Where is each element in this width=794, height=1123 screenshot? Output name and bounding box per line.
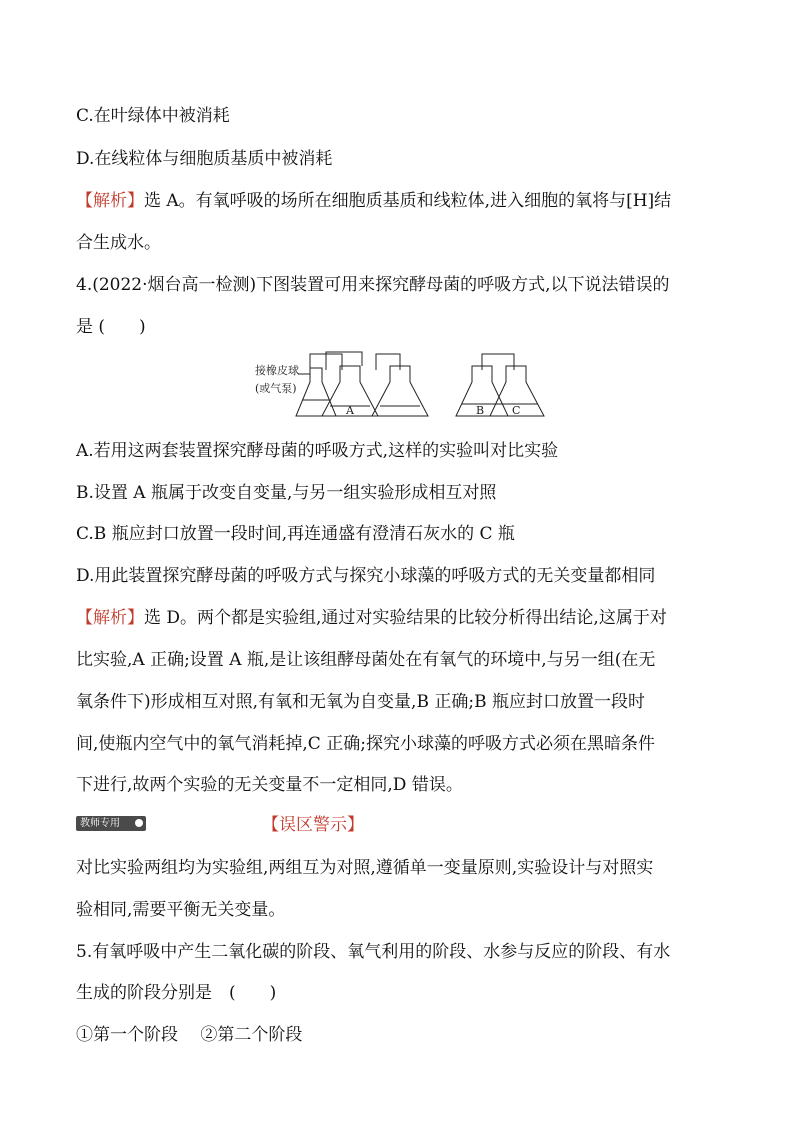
- analysis-text: 选 D。两个都是实验组,通过对实验结果的比较分析得出结论,这属于对: [144, 608, 667, 628]
- analysis-text: 选 A。有氧呼吸的场所在细胞质基质和线粒体,进入细胞的氧将与[H]结: [144, 191, 672, 211]
- warning-line1: 对比实验两组均为实验组,两组互为对照,遵循单一变量原则,实验设计与对照实: [76, 858, 654, 878]
- flask-a-label: A: [346, 404, 354, 417]
- analysis-1-cont: 合生成水。: [76, 233, 161, 253]
- analysis-2-line3: 氧条件下)形成相互对照,有氧和无氧为自变量,B 正确;B 瓶应封口放置一段时: [76, 692, 645, 712]
- option-b: B.设置 A 瓶属于改变自变量,与另一组实验形成相互对照: [76, 483, 497, 503]
- flask-b-label: B: [476, 404, 485, 417]
- option-a: A.若用这两套装置探究酵母菌的呼吸方式,这样的实验叫对比实验: [76, 441, 559, 461]
- apparatus-drawing: [250, 348, 550, 420]
- option-d-prev: D.在线粒体与细胞质基质中被消耗: [76, 149, 333, 169]
- figure-label-pump-alt: (或气泵): [255, 382, 297, 395]
- analysis-tag: 【解析】: [76, 608, 144, 628]
- option-d: D.用此装置探究酵母菌的呼吸方式与探究小球藻的呼吸方式的无关变量都相同: [76, 566, 656, 586]
- question-5-options: ①第一个阶段 ②第二个阶段: [76, 1025, 303, 1045]
- badge-dot-icon: [135, 819, 143, 827]
- apparatus-figure: [250, 348, 550, 420]
- teacher-only-badge: [76, 816, 146, 831]
- analysis-tag: 【解析】: [76, 191, 144, 211]
- misconception-warning-title: 【误区警示】: [262, 815, 364, 835]
- option-c-prev: C.在叶绿体中被消耗: [76, 106, 230, 126]
- question-4-cont: 是 ( ): [76, 317, 146, 337]
- analysis-2: [76, 608, 726, 628]
- badge-label: 教师专用: [80, 818, 120, 829]
- question-4: 4.(2022·烟台高一检测)下图装置可用来探究酵母菌的呼吸方式,以下说法错误的: [76, 275, 670, 295]
- warning-line2: 验相同,需要平衡无关变量。: [76, 900, 286, 920]
- analysis-2-line5: 下进行,故两个实验的无关变量不一定相同,D 错误。: [76, 775, 463, 795]
- analysis-2-line4: 间,使瓶内空气中的氧气消耗掉,C 正确;探究小球藻的呼吸方式必须在黑暗条件: [76, 734, 655, 754]
- question-5-cont: 生成的阶段分别是 ( ): [76, 983, 277, 1003]
- figure-label-pump: 接橡皮球: [255, 364, 299, 377]
- option-c: C.B 瓶应封口放置一段时间,再连通盛有澄清石灰水的 C 瓶: [76, 524, 515, 544]
- analysis-2-line2: 比实验,A 正确;设置 A 瓶,是让该组酵母菌处在有氧气的环境中,与另一组(在无: [76, 650, 656, 670]
- analysis-1: [76, 191, 726, 211]
- question-5: 5.有氧呼吸中产生二氧化碳的阶段、氧气利用的阶段、水参与反应的阶段、有水: [76, 942, 671, 962]
- flask-c-label: C: [512, 404, 521, 417]
